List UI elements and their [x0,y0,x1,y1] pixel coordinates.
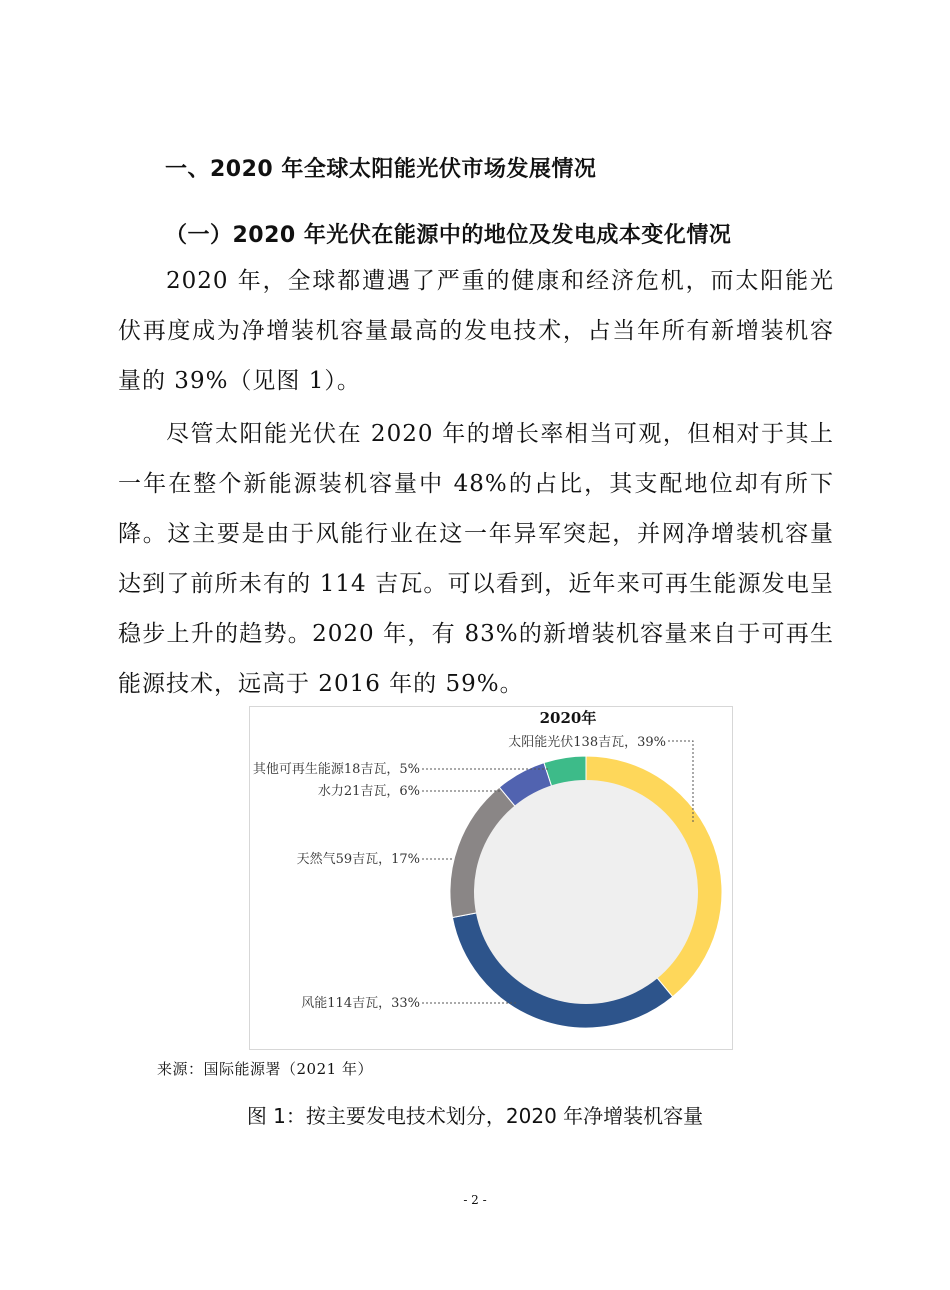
body-paragraph-1: 2020 年，全球都遭遇了严重的健康和经济危机，而太阳能光伏再度成为净增装机容量最高的发电技术，占当年所有新增装机容量的 39%（见图 1）。 [118,268,834,394]
donut-chart-svg [250,707,732,1049]
slice-label: 其他可再生能源18吉瓦，5% [252,762,420,777]
slice-label: 天然气59吉瓦，17% [296,852,420,867]
source-note: 来源：国际能源署（2021 年） [157,1060,373,1078]
donut-center [474,780,698,1004]
chart-title: 2020年 [539,709,597,727]
section-heading: 一、2020 年全球太阳能光伏市场发展情况 [165,157,597,182]
slice-label: 水力21吉瓦，6% [317,784,420,799]
body-paragraph-2: 尽管太阳能光伏在 2020 年的增长率相当可观，但相对于其上一年在整个新能源装机容量中 48%的占比，其支配地位却有所下降。这主要是由于风能行业在这一年异军突起，并网净增装机容量达到了前所未有的 114 吉瓦。可以看到，近年来可再生能源发电呈稳步上升的趋势。2020 年，有 83%的新增装机容量来自于可再生能源技术，远高于 2016 年的 59%。 [118,421,834,697]
figure-caption: 图 1：按主要发电技术划分，2020 年净增装机容量 [246,1104,704,1128]
slice-label: 风能114吉瓦，33% [301,996,420,1011]
figure-donut-chart [249,706,733,1050]
slice-label: 太阳能光伏138吉瓦，39% [508,735,666,750]
subsection-heading: （一）2020 年光伏在能源中的地位及发电成本变化情况 [165,223,732,248]
page-number: - 2 - [463,1193,487,1207]
